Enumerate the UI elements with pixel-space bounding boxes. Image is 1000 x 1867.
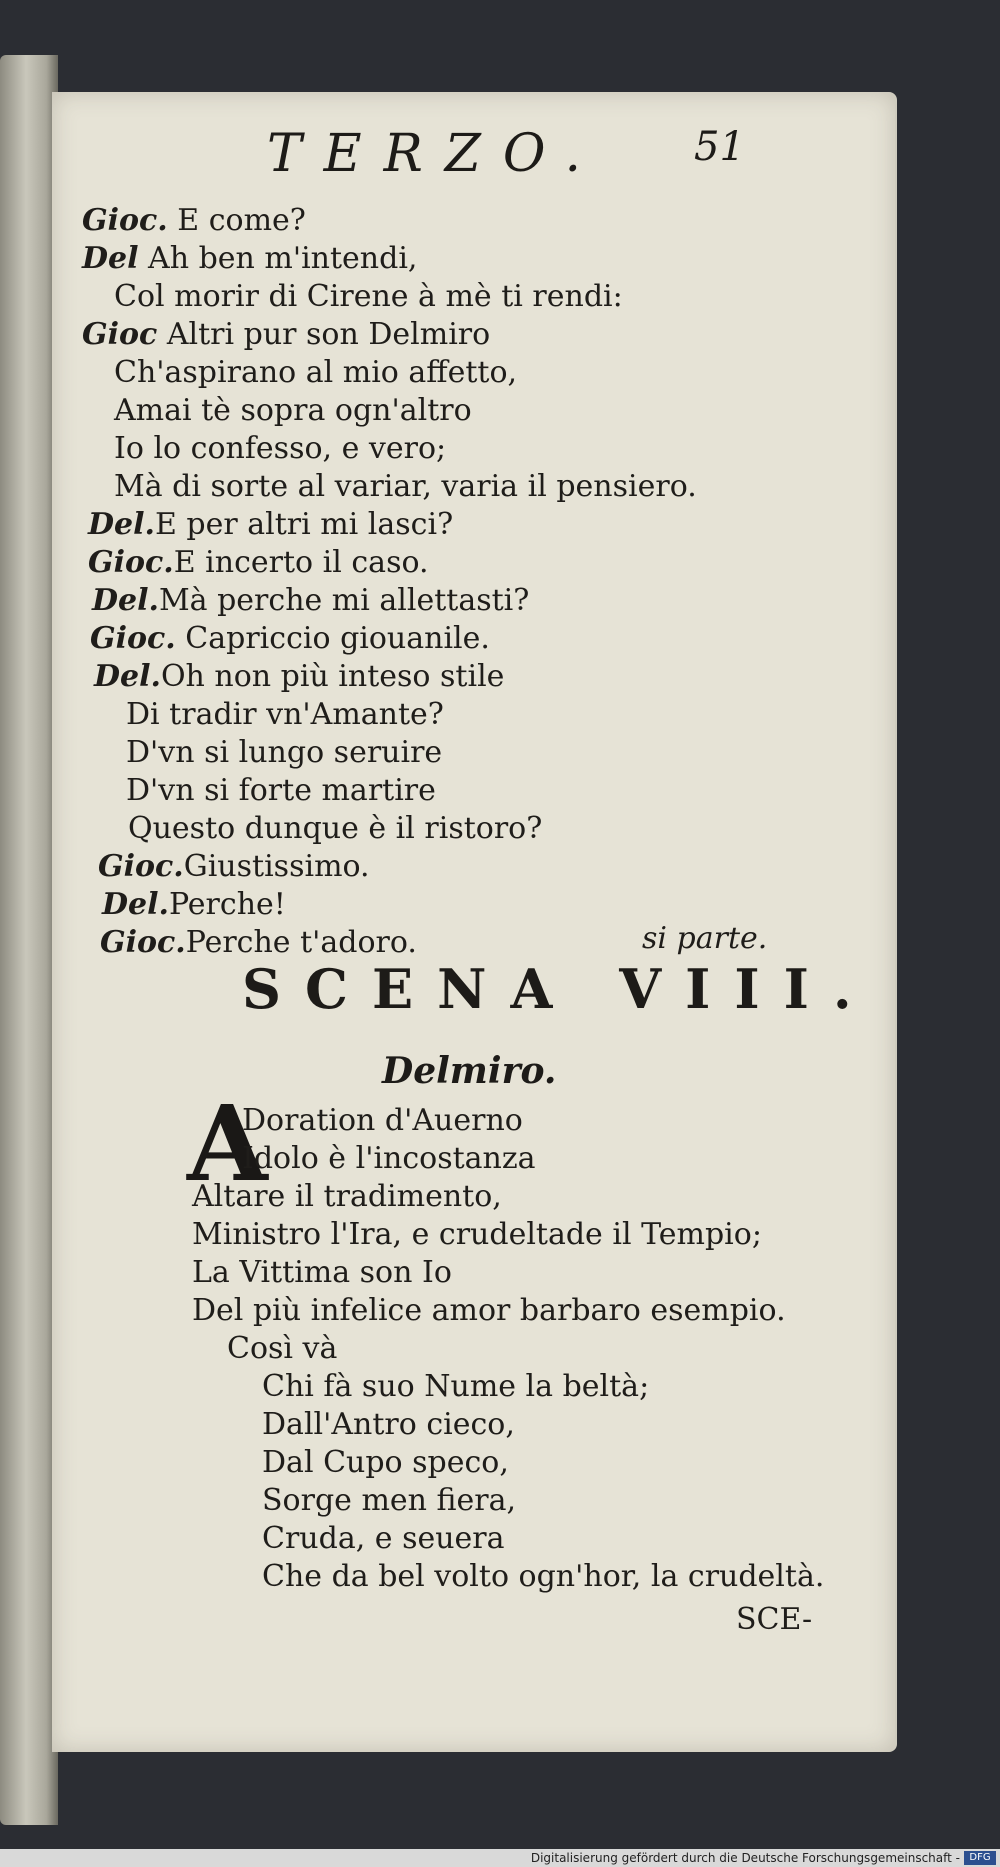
monologue-line: Chi fà suo Nume la beltà; — [262, 1369, 650, 1404]
monologue-line: Sorge men fiera, — [262, 1483, 517, 1518]
dialogue-line: Gioc. Capriccio giouanile. — [90, 621, 490, 656]
monologue-line: Altare il tradimento, — [192, 1179, 502, 1214]
dialogue-line: Di tradir vn'Amante? — [126, 697, 444, 732]
dialogue-line: Del.Mà perche mi allettasti? — [92, 583, 530, 618]
monologue-line: Ministro l'Ira, e crudeltade il Tempio; — [192, 1217, 762, 1252]
dialogue-line: Gioc.E incerto il caso. — [88, 545, 429, 580]
monologue-line: Dall'Antro cieco, — [262, 1407, 515, 1442]
dialogue-line: D'vn si forte martire — [126, 773, 436, 808]
monologue-line: Doration d'Auerno — [242, 1103, 523, 1138]
book-page — [52, 92, 895, 1752]
running-title: TERZO. — [267, 124, 604, 184]
dialogue-line: Amai tè sopra ogn'altro — [114, 393, 472, 428]
dialogue-line: Gioc. E come? — [82, 203, 306, 238]
dialogue-line: Io lo confesso, e vero; — [114, 431, 447, 466]
drop-cap: A — [187, 1082, 268, 1205]
monologue-line: Così và — [227, 1331, 338, 1366]
monologue-line: Idolo è l'incostanza — [242, 1141, 536, 1176]
dialogue-line: Del.Oh non più inteso stile — [94, 659, 505, 694]
page-header — [52, 124, 895, 194]
scene-character: Delmiro. — [382, 1050, 557, 1092]
dialogue-line: Ch'aspirano al mio affetto, — [114, 355, 518, 390]
catchword: SCE- — [736, 1602, 813, 1637]
dfg-logo: DFG — [964, 1851, 996, 1865]
monologue-line: Che da bel volto ogn'hor, la crudeltà. — [262, 1559, 825, 1594]
dialogue-line: Gioc Altri pur son Delmiro — [82, 317, 491, 352]
stage-direction: si parte. — [642, 921, 768, 956]
monologue-line: Del più infelice amor barbaro esempio. — [192, 1293, 786, 1328]
dialogue-line: D'vn si lungo seruire — [126, 735, 443, 770]
monologue-line: Dal Cupo speco, — [262, 1445, 509, 1480]
facing-page-edge — [0, 55, 58, 1825]
digitization-footer — [0, 1849, 1000, 1867]
scene-title: SCENA VIII. — [242, 957, 876, 1021]
dialogue-line: Del Ah ben m'intendi, — [82, 241, 418, 276]
monologue-line: Cruda, e seuera — [262, 1521, 505, 1556]
dialogue-line: Questo dunque è il ristoro? — [128, 811, 543, 846]
dialogue-line: Col morir di Cirene à mè ti rendi: — [114, 279, 623, 314]
dialogue-line: Del.Perche! — [102, 887, 286, 922]
monologue-line: La Vittima son Io — [192, 1255, 452, 1290]
dialogue-line: Gioc.Perche t'adoro. — [100, 925, 417, 960]
footer-text: Digitalisierung gefördert durch die Deutsche Forschungsgemeinschaft - — [530, 1851, 960, 1865]
dialogue-line: Gioc.Giustissimo. — [98, 849, 370, 884]
dialogue-line: Del.E per altri mi lasci? — [88, 507, 454, 542]
page-number: 51 — [694, 124, 745, 170]
dialogue-line: Mà di sorte al variar, varia il pensiero. — [114, 469, 697, 504]
